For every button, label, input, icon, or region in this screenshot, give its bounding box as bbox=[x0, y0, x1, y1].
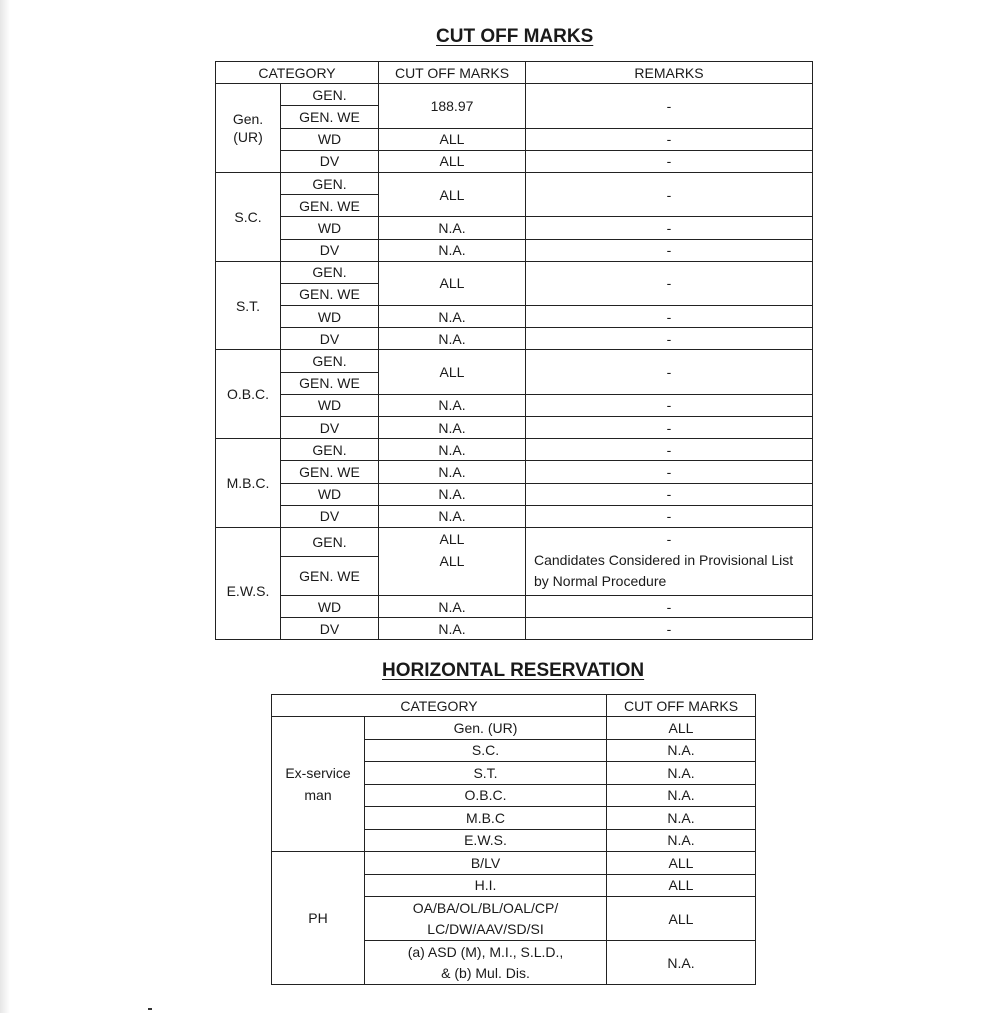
cutoff-mark: N.A. bbox=[379, 618, 526, 640]
remark: - bbox=[526, 483, 813, 505]
header-cutoff-marks: CUT OFF MARKS bbox=[379, 62, 526, 84]
sub-category: GEN. WE bbox=[281, 283, 379, 305]
cutoff-mark: ALL bbox=[439, 530, 465, 547]
hr-sub-category: (a) ASD (M), M.I., S.L.D., & (b) Mul. Dis. bbox=[365, 941, 607, 985]
hr-cutoff-mark: ALL bbox=[607, 897, 756, 941]
cutoff-mark: N.A. bbox=[379, 306, 526, 328]
table-row bbox=[216, 150, 813, 172]
table-row bbox=[216, 461, 813, 483]
cutoff-mark: ALL bbox=[379, 150, 526, 172]
hr-group-name: PH bbox=[272, 852, 365, 985]
remark-stack bbox=[526, 527, 813, 595]
sub-category: DV bbox=[281, 417, 379, 439]
remark: - bbox=[526, 394, 813, 416]
sub-category: GEN. bbox=[281, 350, 379, 372]
table-row bbox=[216, 239, 813, 261]
remark: - bbox=[666, 530, 672, 547]
category-group-name: S.C. bbox=[216, 172, 281, 261]
sub-category: GEN. WE bbox=[281, 461, 379, 483]
cutoff-mark: N.A. bbox=[379, 461, 526, 483]
cutoff-mark: ALL bbox=[379, 172, 526, 216]
hr-sub-category: Gen. (UR) bbox=[365, 717, 607, 740]
remark: - bbox=[526, 217, 813, 239]
page-edge-shadow bbox=[0, 0, 10, 1013]
remark: - bbox=[526, 505, 813, 527]
remark: - bbox=[526, 306, 813, 328]
remark: - bbox=[526, 128, 813, 150]
remark: - bbox=[526, 328, 813, 350]
remark: - bbox=[526, 150, 813, 172]
table-row bbox=[216, 306, 813, 328]
cutoff-mark: ALL bbox=[379, 128, 526, 150]
cutoff-mark-stack bbox=[379, 527, 526, 595]
category-group-name: E.W.S. bbox=[216, 527, 281, 639]
remark: - bbox=[526, 239, 813, 261]
hr-cutoff-mark: N.A. bbox=[607, 829, 756, 852]
hr-group-name: Ex-service man bbox=[272, 717, 365, 852]
remark: - bbox=[526, 417, 813, 439]
table-header-row bbox=[272, 695, 756, 717]
table-row bbox=[216, 84, 813, 106]
cutoff-mark: ALL bbox=[379, 261, 526, 305]
remark: - bbox=[526, 172, 813, 216]
sub-category: WD bbox=[281, 128, 379, 150]
hr-sub-category: H.I. bbox=[365, 874, 607, 897]
sub-category: WD bbox=[281, 217, 379, 239]
sub-category: GEN. bbox=[281, 439, 379, 461]
remark: - bbox=[526, 461, 813, 483]
cutoff-mark: ALL bbox=[439, 552, 465, 569]
cutoff-mark: N.A. bbox=[379, 328, 526, 350]
table-row bbox=[216, 618, 813, 640]
hr-header-category: CATEGORY bbox=[272, 695, 607, 717]
hr-sub-category: S.C. bbox=[365, 739, 607, 762]
table-row bbox=[272, 852, 756, 875]
table-row bbox=[216, 595, 813, 617]
sub-category: GEN. bbox=[281, 172, 379, 194]
sub-category: DV bbox=[281, 150, 379, 172]
hr-cutoff-mark: N.A. bbox=[607, 807, 756, 830]
sub-category: WD bbox=[281, 595, 379, 617]
sub-category: DV bbox=[281, 618, 379, 640]
table-row bbox=[216, 439, 813, 461]
table-row bbox=[216, 394, 813, 416]
hr-sub-category: S.T. bbox=[365, 762, 607, 785]
hr-header-cutoff-marks: CUT OFF MARKS bbox=[607, 695, 756, 717]
table-row bbox=[216, 350, 813, 372]
horizontal-reservation-title: HORIZONTAL RESERVATION bbox=[382, 660, 645, 681]
table-header-row bbox=[216, 62, 813, 84]
table-row bbox=[216, 128, 813, 150]
sub-category: GEN. WE bbox=[281, 195, 379, 217]
cutoff-mark: N.A. bbox=[379, 595, 526, 617]
cutoff-mark: N.A. bbox=[379, 439, 526, 461]
table-row bbox=[216, 527, 813, 556]
sub-category: GEN. WE bbox=[281, 106, 379, 128]
cutoff-mark: 188.97 bbox=[379, 84, 526, 128]
cutoff-mark: N.A. bbox=[379, 394, 526, 416]
hr-sub-category: O.B.C. bbox=[365, 784, 607, 807]
cutoff-mark: N.A. bbox=[379, 417, 526, 439]
sub-category: GEN. bbox=[281, 84, 379, 106]
hr-sub-category: E.W.S. bbox=[365, 829, 607, 852]
hr-cutoff-mark: N.A. bbox=[607, 739, 756, 762]
sub-category: WD bbox=[281, 394, 379, 416]
sub-category: WD bbox=[281, 483, 379, 505]
hr-table-body bbox=[272, 695, 756, 985]
table-row bbox=[216, 505, 813, 527]
table-row bbox=[216, 172, 813, 194]
table-row bbox=[216, 417, 813, 439]
hr-sub-category: M.B.C bbox=[365, 807, 607, 830]
hr-cutoff-mark: ALL bbox=[607, 874, 756, 897]
sub-category: GEN. bbox=[281, 261, 379, 283]
category-group-name: O.B.C. bbox=[216, 350, 281, 439]
table-row bbox=[216, 261, 813, 283]
remark: - bbox=[526, 84, 813, 128]
category-group-name: Gen. (UR) bbox=[216, 84, 281, 173]
cutoff-marks-table bbox=[215, 61, 813, 640]
cutoff-table-body bbox=[216, 62, 813, 640]
sub-category: GEN. WE bbox=[281, 556, 379, 595]
hr-cutoff-mark: N.A. bbox=[607, 762, 756, 785]
hr-cutoff-mark: ALL bbox=[607, 717, 756, 740]
sub-category: WD bbox=[281, 306, 379, 328]
page-mark bbox=[148, 1008, 152, 1010]
hr-cutoff-mark: ALL bbox=[607, 852, 756, 875]
hr-sub-category: B/LV bbox=[365, 852, 607, 875]
cutoff-mark: N.A. bbox=[379, 483, 526, 505]
sub-category: DV bbox=[281, 328, 379, 350]
table-row bbox=[216, 483, 813, 505]
table-row bbox=[216, 217, 813, 239]
cutoff-mark: N.A. bbox=[379, 239, 526, 261]
horizontal-reservation-table bbox=[271, 694, 756, 985]
table-row bbox=[216, 328, 813, 350]
remark-long: Candidates Considered in Provisional List by Normal Procedure bbox=[534, 551, 794, 589]
sub-category: DV bbox=[281, 505, 379, 527]
hr-cutoff-mark: N.A. bbox=[607, 941, 756, 985]
sub-category: DV bbox=[281, 239, 379, 261]
header-remarks: REMARKS bbox=[526, 62, 813, 84]
header-category: CATEGORY bbox=[216, 62, 379, 84]
table-row bbox=[272, 717, 756, 740]
hr-cutoff-mark: N.A. bbox=[607, 784, 756, 807]
category-group-name: S.T. bbox=[216, 261, 281, 350]
cutoff-mark: N.A. bbox=[379, 217, 526, 239]
cutoff-marks-title: CUT OFF MARKS bbox=[436, 26, 594, 47]
sub-category: GEN. WE bbox=[281, 372, 379, 394]
remark: - bbox=[526, 595, 813, 617]
category-group-name: M.B.C. bbox=[216, 439, 281, 528]
cutoff-mark: N.A. bbox=[379, 505, 526, 527]
sub-category: GEN. bbox=[281, 527, 379, 556]
hr-sub-category: OA/BA/OL/BL/OAL/CP/ LC/DW/AAV/SD/SI bbox=[365, 897, 607, 941]
remark: - bbox=[526, 350, 813, 394]
remark: - bbox=[526, 261, 813, 305]
cutoff-mark: ALL bbox=[379, 350, 526, 394]
remark: - bbox=[526, 439, 813, 461]
remark: - bbox=[526, 618, 813, 640]
